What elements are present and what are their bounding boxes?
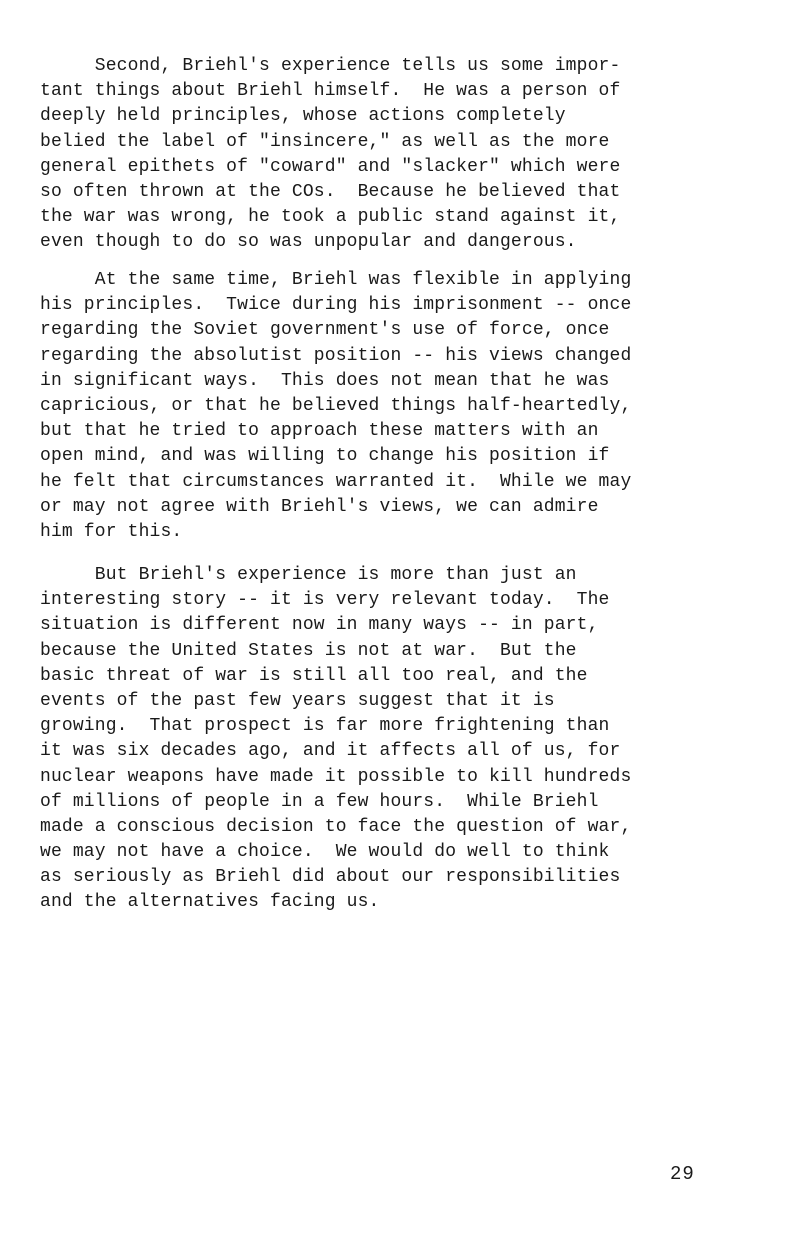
text-line: events of the past few years suggest that it is [40,690,555,711]
text-line: in significant ways. This does not mean that he was [40,370,610,391]
text-line: regarding the Soviet government's use of force, once [40,320,610,341]
text-line: we may not have a choice. We would do well to think [40,842,610,863]
text-line: open mind, and was willing to change his position if [40,446,610,467]
paragraph-3 [40,563,740,916]
text-line: situation is different now in many ways -- in part, [40,615,599,636]
text-line: Second, Briehl's experience tells us some impor- [40,56,621,76]
text-line: deeply held principles, whose actions completely [40,106,566,127]
text-line: growing. That prospect is far more frightening than [40,716,610,737]
paragraph-2 [40,268,740,545]
text-line: or may not agree with Briehl's views, we can admire [40,496,599,517]
text-line: it was six decades ago, and it affects all of us, for [40,741,621,762]
text-line: the war was wrong, he took a public stand against it, [40,207,621,228]
text-line: capricious, or that he believed things half-heartedly, [40,395,632,416]
text-line: so often thrown at the COs. Because he believed that [40,181,621,202]
text-line: interesting story -- it is very relevant today. The [40,590,610,611]
text-line: general epithets of "coward" and "slacker" which were [40,156,621,177]
text-line: But Briehl's experience is more than just an [40,565,577,585]
page-number: 29 [670,1163,695,1185]
text-line: At the same time, Briehl was flexible in applying [40,270,632,290]
paragraph-1 [40,54,740,256]
text-line: as seriously as Briehl did about our responsibilities [40,867,621,888]
text-line: his principles. Twice during his imprisonment -- once [40,295,632,316]
text-line: basic threat of war is still all too real, and the [40,665,588,686]
text-line: but that he tried to approach these matters with an [40,421,599,442]
text-line: because the United States is not at war. But the [40,640,577,661]
text-line: and the alternatives facing us. [40,892,380,913]
text-line: even though to do so was unpopular and dangerous. [40,232,577,253]
text-line: he felt that circumstances warranted it. While we may [40,471,632,492]
text-line: of millions of people in a few hours. While Briehl [40,791,599,812]
text-line: regarding the absolutist position -- his views changed [40,345,632,366]
text-line: nuclear weapons have made it possible to kill hundreds [40,766,632,787]
text-line: made a conscious decision to face the question of war, [40,816,632,837]
text-line: belied the label of "insincere," as well as the more [40,131,610,152]
text-line: him for this. [40,521,183,542]
text-line: tant things about Briehl himself. He was a person of [40,81,621,102]
